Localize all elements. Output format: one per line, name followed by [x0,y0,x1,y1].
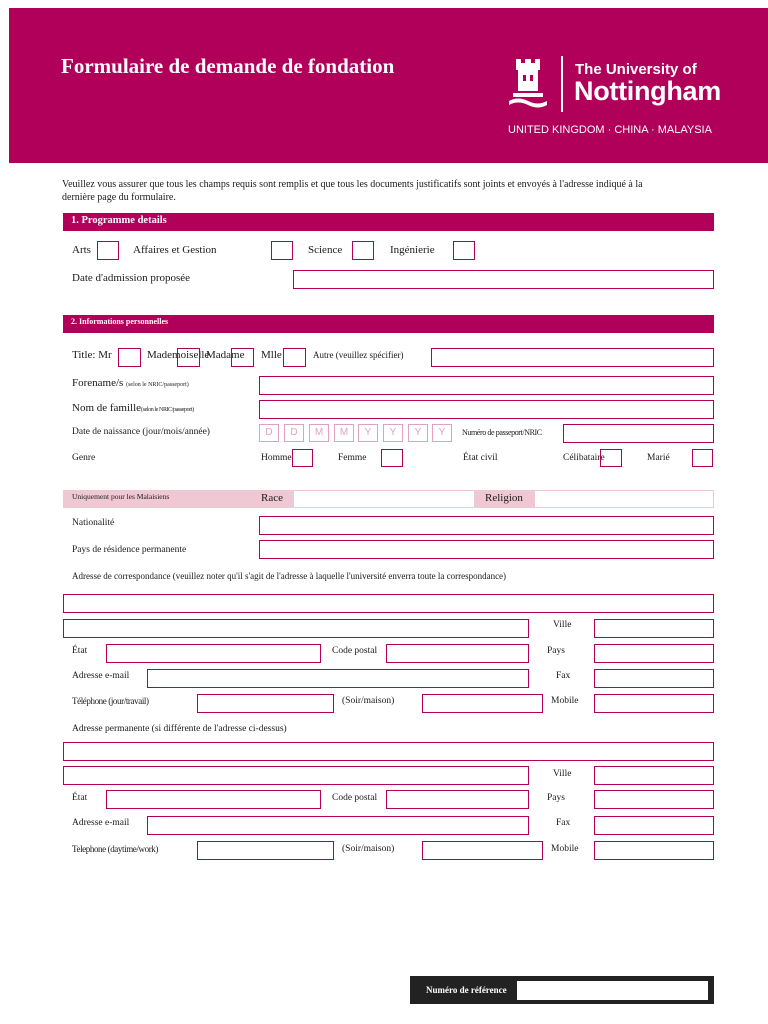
corr-address-line2[interactable] [63,619,529,638]
madame-label: Madame [206,349,245,361]
dob-label: Date de naissance (jour/mois/année) [72,427,210,437]
corr-phone-field[interactable] [197,694,334,713]
malaysian-only-label: Uniquement pour les Malaisiens [72,492,170,501]
logo-divider [561,56,563,112]
corr-evening-field[interactable] [422,694,543,713]
admission-date-label: Date d'admission proposée [72,272,191,284]
civil-status-label: État civil [463,453,498,463]
corr-mobile-label: Mobile [551,696,579,706]
corr-mobile-field[interactable] [594,694,714,713]
option-arts-label: Arts [72,244,91,256]
nationality-field[interactable] [259,516,714,535]
option-science-label: Science [308,244,343,256]
mlle-checkbox[interactable] [283,348,306,367]
corr-fax-field[interactable] [594,669,714,688]
residence-label: Pays de résidence permanente [72,545,187,555]
option-engineering-label: Ingénierie [390,244,435,256]
permanent-heading: Adresse permanente (si différente de l'adresse ci-dessus) [72,724,287,734]
perm-pays-field[interactable] [594,790,714,809]
marie-checkbox[interactable] [692,449,713,467]
corr-email-label: Adresse e-mail [72,671,130,681]
dob-day-1[interactable]: D [259,424,279,442]
correspondence-heading: Adresse de correspondance (veuillez noter qu'il s'agit de l'adresse à laquelle l'université enverra toute la correspondance) [72,571,507,581]
title-mr-label: Title: Mr [72,349,112,361]
science-checkbox[interactable] [352,241,374,260]
section1-header: 1. Programme details [63,213,714,231]
mr-checkbox[interactable] [118,348,141,367]
admission-date-field[interactable] [293,270,714,289]
corr-pays-field[interactable] [594,644,714,663]
femme-label: Femme [338,453,367,463]
option-business-label: Affaires et Gestion [133,244,217,256]
corr-email-field[interactable] [147,669,529,688]
corr-ville-field[interactable] [594,619,714,638]
dob-month-1[interactable]: M [309,424,329,442]
dob-day-2[interactable]: D [284,424,304,442]
logo-countries: UNITED KINGDOM · CHINA · MALAYSIA [508,124,712,136]
engineering-checkbox[interactable] [453,241,475,260]
residence-field[interactable] [259,540,714,559]
other-title-field[interactable] [431,348,714,367]
forename-field[interactable] [259,376,714,395]
reference-number-field[interactable] [517,981,708,1000]
corr-etat-field[interactable] [106,644,321,663]
perm-email-label: Adresse e-mail [72,818,130,828]
corr-etat-label: État [72,646,88,656]
perm-phone-label: Telephone (daytime/work) [72,844,158,854]
celibataire-label: Célibataire [563,453,605,463]
surname-label: Nom de famille(selon le NRIC/passeport) [72,402,194,414]
perm-address-line1[interactable] [63,742,714,761]
perm-mobile-field[interactable] [594,841,714,860]
surname-field[interactable] [259,400,714,419]
perm-mobile-label: Mobile [551,844,579,854]
corr-phone-label: Téléphone (jour/travail) [72,696,149,706]
religion-field[interactable] [534,490,714,508]
reference-number-label: Numéro de référence [426,985,507,995]
corr-postal-field[interactable] [386,644,529,663]
mademoiselle-label: Mademoiselle [147,349,210,361]
arts-checkbox[interactable] [97,241,119,260]
gender-label: Genre [72,453,96,463]
corr-address-line1[interactable] [63,594,714,613]
perm-etat-label: État [72,793,88,803]
perm-evening-field[interactable] [422,841,543,860]
perm-address-line2[interactable] [63,766,529,785]
passport-field[interactable] [563,424,714,443]
castle-tower-icon [507,55,549,111]
nationality-label: Nationalité [72,518,115,528]
marie-label: Marié [647,453,670,463]
madame-checkbox[interactable] [231,348,254,367]
corr-evening-label: (Soir/maison) [342,696,395,706]
logo-nottingham-text: Nottingham [574,76,721,106]
perm-ville-field[interactable] [594,766,714,785]
corr-pays-label: Pays [547,646,565,656]
perm-ville-label: Ville [553,769,572,779]
race-label: Race [261,492,283,504]
form-title: Formulaire de demande de fondation [61,54,395,78]
race-field[interactable] [294,490,474,508]
religion-label: Religion [485,492,523,504]
dob-year-4[interactable]: Y [432,424,452,442]
corr-fax-label: Fax [556,671,571,681]
perm-fax-label: Fax [556,818,571,828]
passport-label: Numéro de passeport/NRIC [462,428,542,437]
mlle-label: Mlle [261,349,282,361]
dob-year-2[interactable]: Y [383,424,403,442]
corr-ville-label: Ville [553,620,572,630]
perm-pays-label: Pays [547,793,565,803]
forename-label: Forename/s (selon le NRIC/passeport) [72,377,189,389]
perm-email-field[interactable] [147,816,529,835]
perm-evening-label: (Soir/maison) [342,844,395,854]
corr-postal-label: Code postal [332,646,378,656]
homme-label: Homme [261,453,292,463]
homme-checkbox[interactable] [292,449,313,467]
perm-postal-field[interactable] [386,790,529,809]
dob-year-3[interactable]: Y [408,424,428,442]
other-title-label: Autre (veuillez spécifier) [313,350,404,360]
dob-year-1[interactable]: Y [358,424,378,442]
mademoiselle-checkbox[interactable] [177,348,200,367]
femme-checkbox[interactable] [381,449,403,467]
perm-postal-label: Code postal [332,793,378,803]
perm-fax-field[interactable] [594,816,714,835]
intro-text: Veuillez vous assurer que tous les champs requis sont remplis et que tous les documents justificatifs sont joints et envoyés à l'adresse indiqué à la dernière page du formulaire. [62,179,643,203]
logo-university-text: The University of [575,61,697,78]
perm-etat-field[interactable] [106,790,321,809]
dob-month-2[interactable]: M [334,424,354,442]
section2-header: 2. Informations personnelles [63,315,714,333]
perm-phone-field[interactable] [197,841,334,860]
celibataire-checkbox[interactable] [600,449,622,467]
business-checkbox[interactable] [271,241,293,260]
